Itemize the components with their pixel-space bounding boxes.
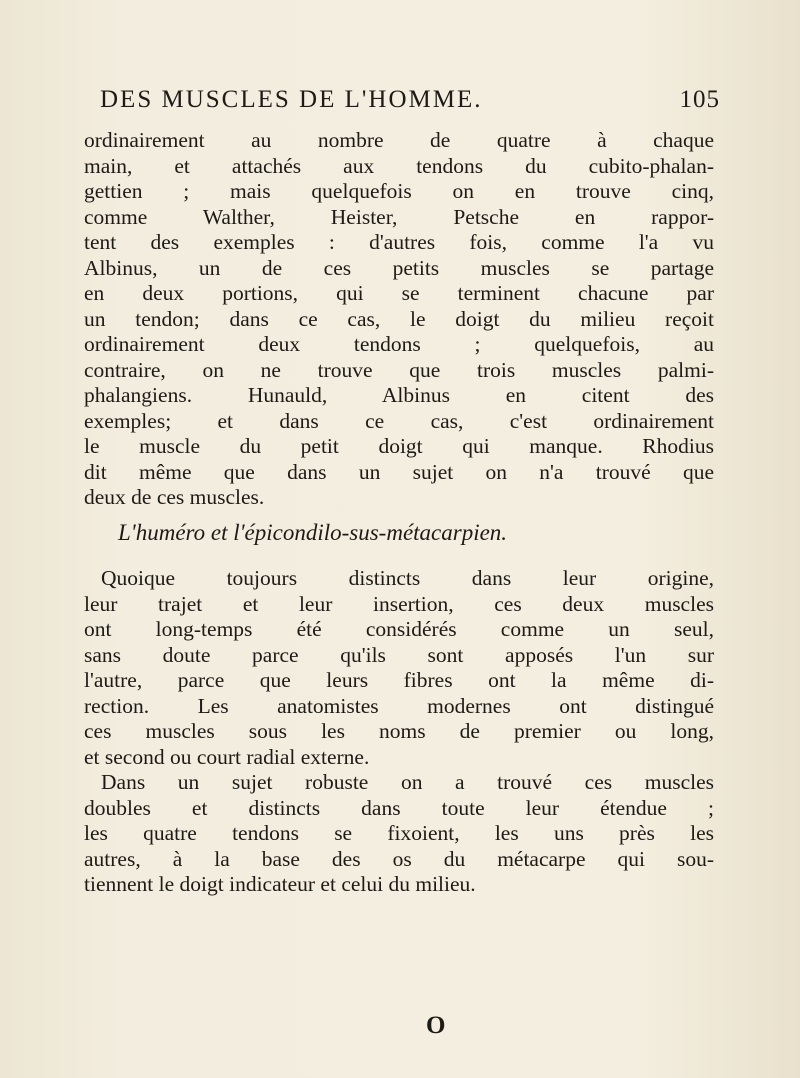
text-line: l'autre, parce que leurs fibres ont la même di-	[84, 668, 714, 692]
text-line: doubles et distincts dans toute leur étendue ;	[84, 795, 714, 820]
text-line: ordinairement au nombre de quatre à chaque	[84, 128, 714, 152]
signature-mark: O	[426, 1012, 446, 1039]
text-line: sans doute parce qu'ils sont apposés l'un sur	[84, 642, 714, 667]
paragraph-3	[84, 770, 714, 898]
page-number: 105	[679, 86, 720, 113]
text-line: contraire, on ne trouve que trois muscles palmi-	[84, 357, 714, 382]
text-line: gettien ; mais quelquefois on en trouve cinq,	[84, 179, 714, 203]
text-line: un tendon; dans ce cas, le doigt du milieu reçoit	[84, 306, 714, 331]
running-header	[100, 86, 720, 118]
text-line: le muscle du petit doigt qui manque. Rhodius	[84, 434, 714, 458]
text-line: ces muscles sous les noms de premier ou long,	[84, 719, 714, 743]
paragraph-1	[84, 128, 714, 511]
section-heading: L'huméro et l'épicondilo-sus-métacarpien.	[118, 520, 508, 545]
text-line: exemples; et dans ce cas, c'est ordinairement	[84, 408, 714, 433]
text-line: Quoique toujours distincts dans leur origine,	[101, 566, 714, 590]
text-line: tiennent le doigt indicateur et celui du milieu.	[84, 872, 476, 896]
text-line: Albinus, un de ces petits muscles se partage	[84, 255, 714, 280]
text-line: tent des exemples : d'autres fois, comme l'a vu	[84, 230, 714, 254]
paragraph-2	[84, 566, 714, 770]
text-line: en deux portions, qui se terminent chacune par	[84, 281, 714, 305]
text-line: rection. Les anatomistes modernes ont distingué	[84, 693, 714, 718]
text-line: main, et attachés aux tendons du cubito-phalan-	[84, 153, 714, 178]
text-line: Dans un sujet robuste on a trouvé ces muscles	[101, 770, 714, 794]
text-line: ont long-temps été considérés comme un seul,	[84, 617, 714, 641]
text-line: leur trajet et leur insertion, ces deux muscles	[84, 591, 714, 616]
text-line: et second ou court radial externe.	[84, 744, 370, 769]
text-line: autres, à la base des os du métacarpe qui sou-	[84, 846, 714, 871]
text-line: ordinairement deux tendons ; quelquefois, au	[84, 332, 714, 356]
header-title: DES MUSCLES DE L'HOMME.	[100, 86, 483, 113]
text-line: deux de ces muscles.	[84, 485, 265, 509]
text-line: phalangiens. Hunauld, Albinus en citent des	[84, 383, 714, 407]
text-line: les quatre tendons se fixoient, les uns près les	[84, 821, 714, 845]
text-line: dit même que dans un sujet on n'a trouvé que	[84, 459, 714, 484]
text-line: comme Walther, Heister, Petsche en rappor-	[84, 204, 714, 229]
